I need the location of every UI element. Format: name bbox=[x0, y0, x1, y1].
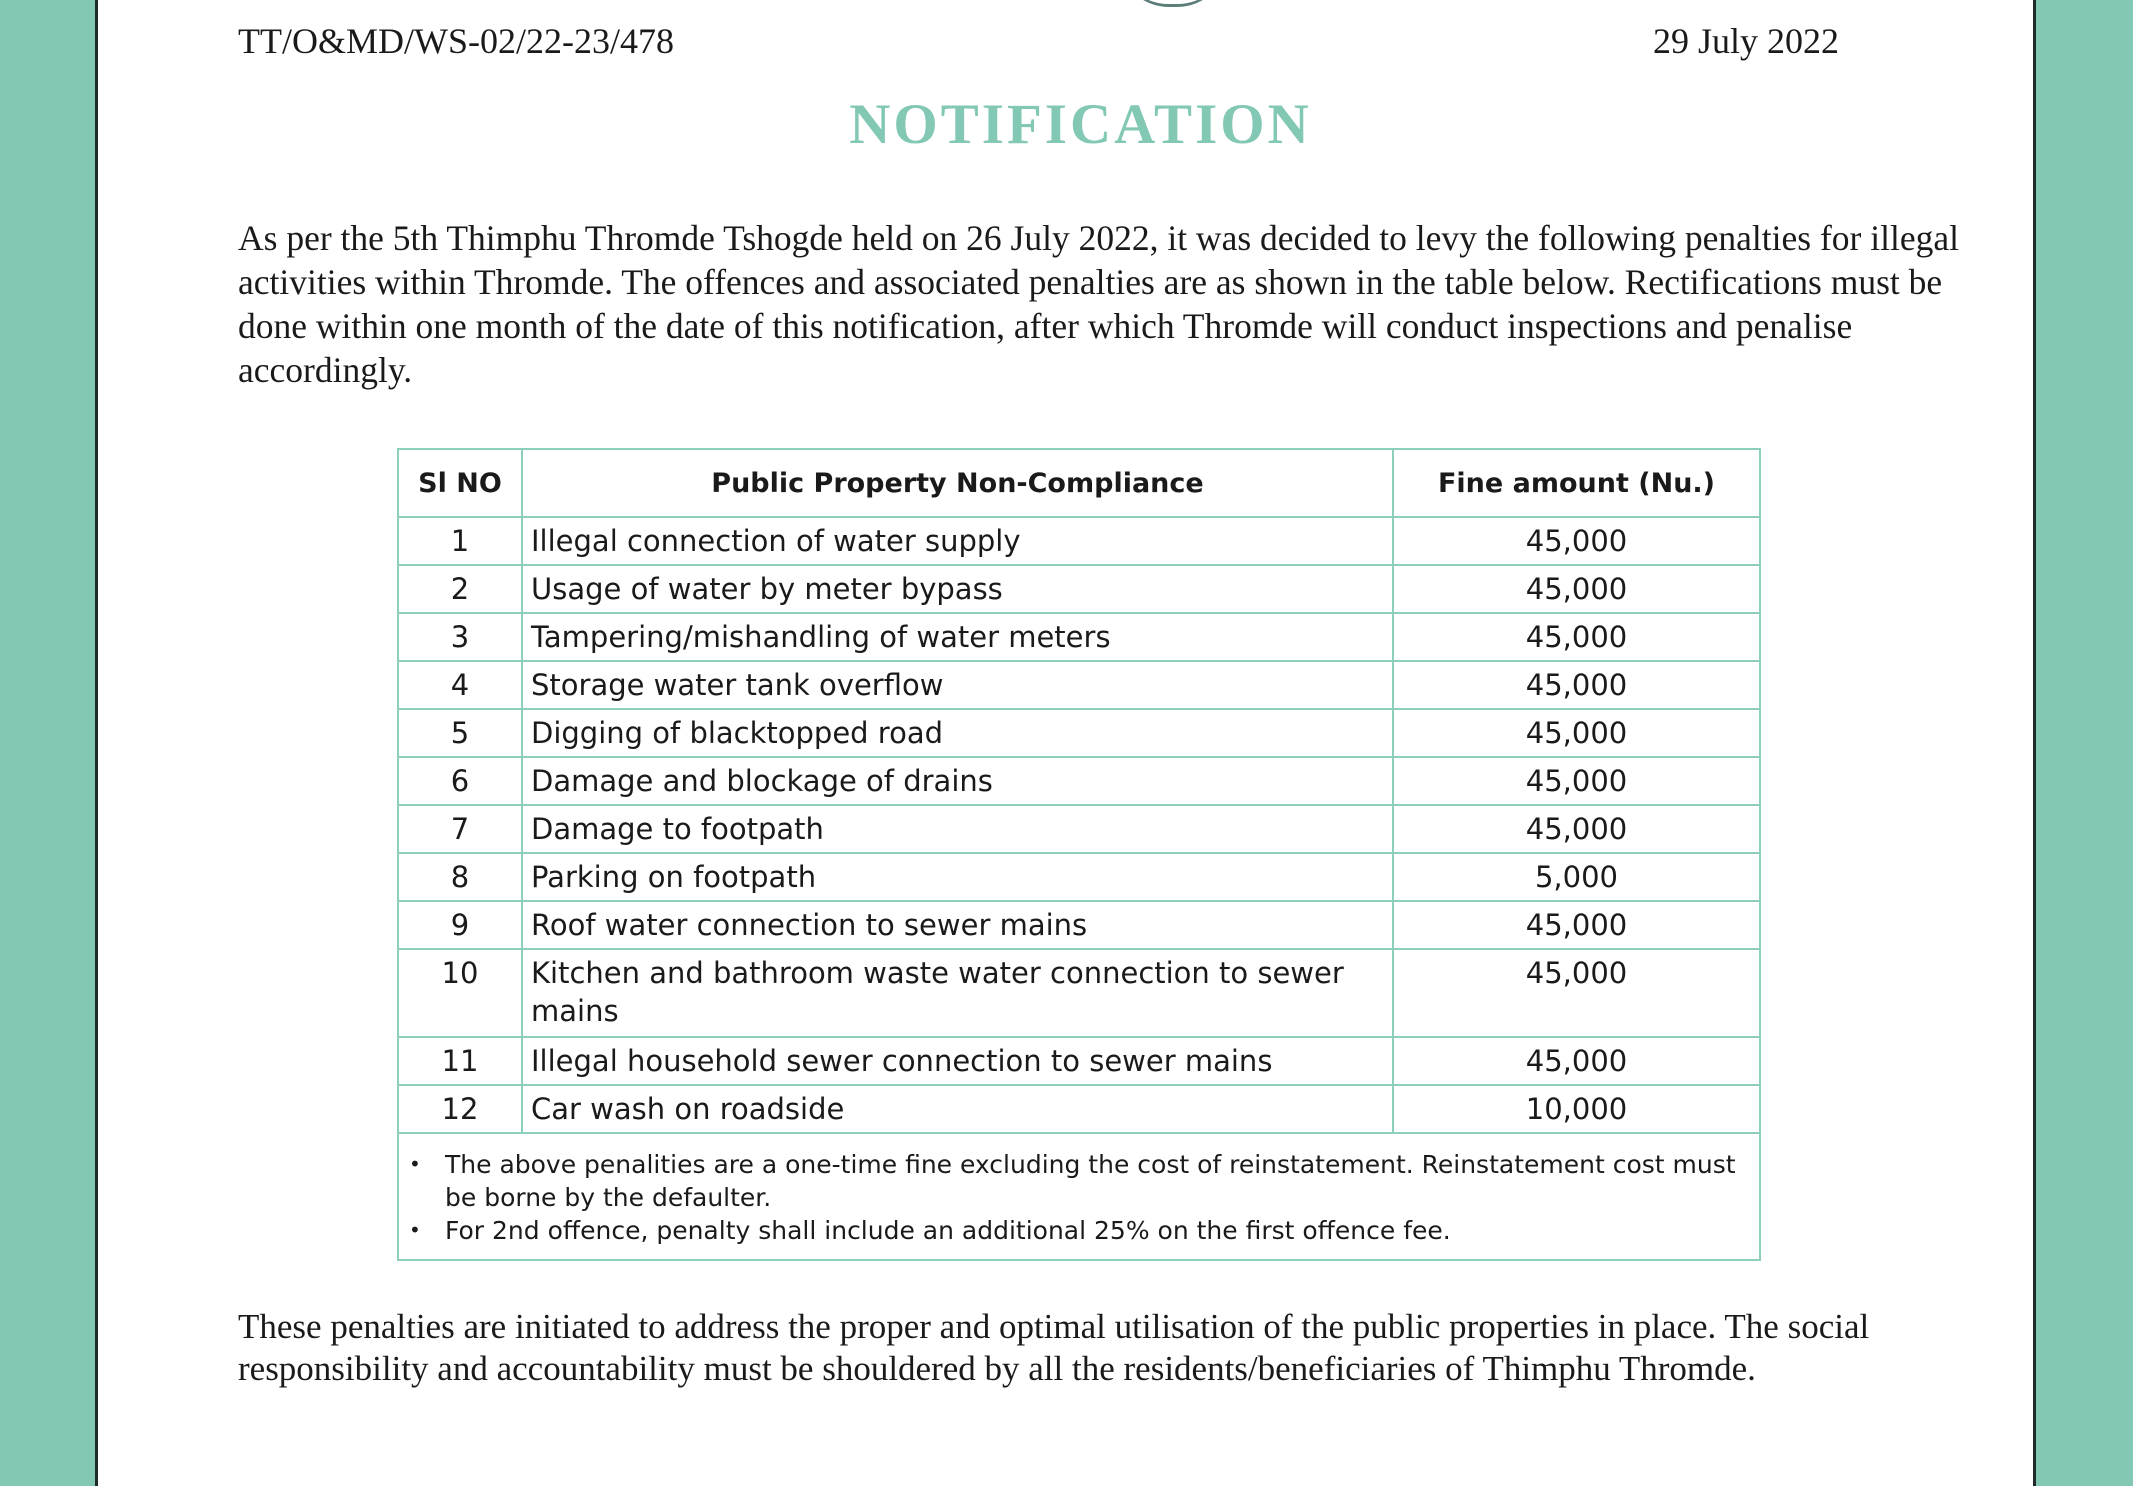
closing-paragraph: These penalties are initiated to address the proper and optimal utilisation of the public properties in place. The social responsibility and accountability must be shouldered by all the residents/beneficiaries of Thimphu Thromde. bbox=[238, 1307, 1870, 1388]
table-row bbox=[398, 853, 1760, 901]
row-fine: 10,000 bbox=[1393, 1085, 1760, 1133]
header-fine-amount: Fine amount (Nu.) bbox=[1393, 449, 1760, 517]
row-item: Usage of water by meter bypass bbox=[522, 565, 1393, 613]
row-sl: 8 bbox=[398, 853, 522, 901]
notification-page bbox=[95, 0, 2036, 1486]
table-row bbox=[398, 1037, 1760, 1085]
row-fine: 45,000 bbox=[1393, 1037, 1760, 1085]
table-row bbox=[398, 565, 1760, 613]
page-title: NOTIFICATION bbox=[849, 93, 1312, 156]
note-item: • For 2nd offence, penalty shall include an additional 25% on the first offence fee. bbox=[445, 1214, 1753, 1247]
row-item: Illegal household sewer connection to sewer mains bbox=[522, 1037, 1393, 1085]
intro-paragraph: As per the 5th Thimphu Thromde Tshogde held on 26 July 2022, it was decided to levy the following penalties for illegal activities within Thromde. The offences and associated penalties are as shown in the table below. Rectifications must be done within one month of the date of this notification, after which Thromde will conduct inspections and penalise accordingly. bbox=[238, 218, 1959, 390]
notification-date: 29 July 2022 bbox=[1652, 21, 1839, 61]
notes-list bbox=[405, 1148, 1753, 1247]
note-item: • The above penalities are a one-time fine excluding the cost of reinstatement. Reinstatement cost must be borne by the defaulter. bbox=[445, 1148, 1753, 1214]
row-fine: 45,000 bbox=[1393, 565, 1760, 613]
row-fine: 45,000 bbox=[1393, 901, 1760, 949]
row-fine: 45,000 bbox=[1393, 757, 1760, 805]
row-fine: 45,000 bbox=[1393, 805, 1760, 853]
row-item: Damage to footpath bbox=[522, 805, 1393, 853]
row-fine: 45,000 bbox=[1393, 949, 1760, 1037]
penalty-table bbox=[397, 448, 1761, 1261]
row-item: Storage water tank overflow bbox=[522, 661, 1393, 709]
table-row bbox=[398, 757, 1760, 805]
table-header-row bbox=[398, 449, 1760, 517]
table-row bbox=[398, 949, 1760, 1037]
table-row bbox=[398, 661, 1760, 709]
table-notes bbox=[398, 1133, 1760, 1260]
table-row bbox=[398, 805, 1760, 853]
row-sl: 10 bbox=[398, 949, 522, 1037]
row-sl: 4 bbox=[398, 661, 522, 709]
row-sl: 9 bbox=[398, 901, 522, 949]
header-sl-no: Sl NO bbox=[398, 449, 522, 517]
table-notes-row bbox=[398, 1133, 1760, 1260]
row-sl: 6 bbox=[398, 757, 522, 805]
row-item: Car wash on roadside bbox=[522, 1085, 1393, 1133]
reference-number: TT/O&MD/WS-02/22-23/478 bbox=[238, 21, 674, 61]
row-item: Digging of blacktopped road bbox=[522, 709, 1393, 757]
row-fine: 45,000 bbox=[1393, 709, 1760, 757]
row-item: Roof water connection to sewer mains bbox=[522, 901, 1393, 949]
table-row bbox=[398, 1085, 1760, 1133]
table-row bbox=[398, 901, 1760, 949]
row-item: Damage and blockage of drains bbox=[522, 757, 1393, 805]
row-item: Kitchen and bathroom waste water connection to sewer mains bbox=[522, 949, 1393, 1037]
row-sl: 5 bbox=[398, 709, 522, 757]
row-item: Tampering/mishandling of water meters bbox=[522, 613, 1393, 661]
row-item: Illegal connection of water supply bbox=[522, 517, 1393, 565]
table-row bbox=[398, 517, 1760, 565]
seal-emblem bbox=[1118, 0, 1228, 7]
row-fine: 45,000 bbox=[1393, 613, 1760, 661]
row-sl: 2 bbox=[398, 565, 522, 613]
row-fine: 45,000 bbox=[1393, 661, 1760, 709]
row-fine: 45,000 bbox=[1393, 517, 1760, 565]
header-non-compliance: Public Property Non-Compliance bbox=[522, 449, 1393, 517]
row-sl: 7 bbox=[398, 805, 522, 853]
row-sl: 12 bbox=[398, 1085, 522, 1133]
table-row bbox=[398, 613, 1760, 661]
table-row bbox=[398, 709, 1760, 757]
row-sl: 11 bbox=[398, 1037, 522, 1085]
row-fine: 5,000 bbox=[1393, 853, 1760, 901]
row-sl: 1 bbox=[398, 517, 522, 565]
row-item: Parking on footpath bbox=[522, 853, 1393, 901]
row-sl: 3 bbox=[398, 613, 522, 661]
